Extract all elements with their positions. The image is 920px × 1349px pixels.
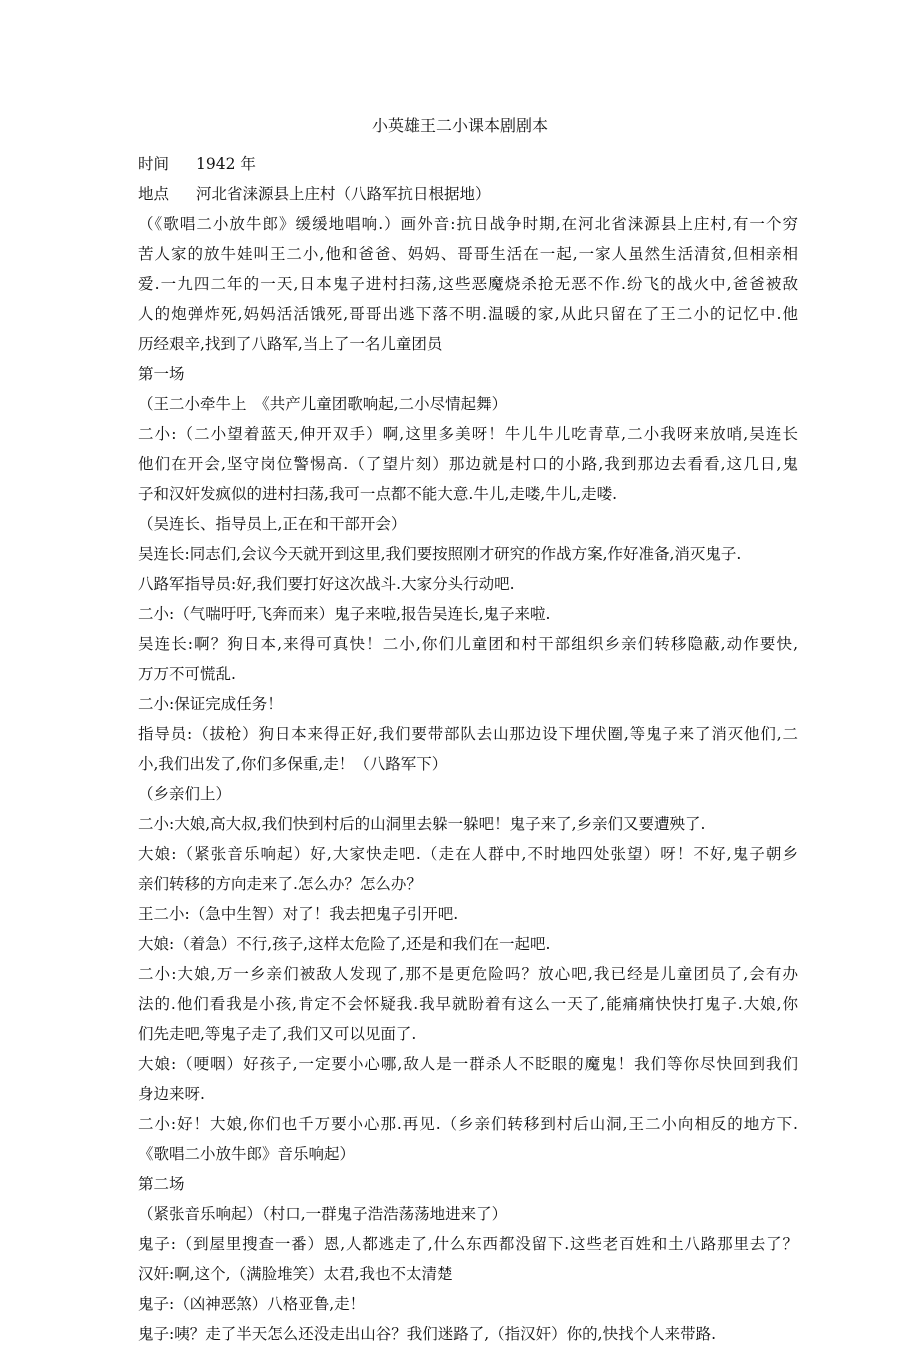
time-line bbox=[138, 149, 798, 179]
script-line-text: 二小:大娘,高大叔,我们快到村后的山洞里去躲一躲吧！鬼子来了,乡亲们又要遭殃了. bbox=[138, 815, 706, 833]
script-line bbox=[138, 449, 798, 479]
script-line bbox=[138, 629, 798, 659]
script-line-text: 二小:大娘,万一乡亲们被敌人发现了,那不是更危险吗？放心吧,我已经是儿童团员了,会有办 bbox=[138, 965, 800, 983]
script-line bbox=[138, 479, 798, 509]
script-lines bbox=[138, 209, 798, 1349]
script-line-text: 鬼子:咦？走了半天怎么还没走出山谷？我们迷路了,（指汉奸）你的,快找个人来带路. bbox=[138, 1325, 717, 1343]
script-line-text: 小,我们出发了,你们多保重,走！（八路军下） bbox=[138, 755, 448, 773]
script-line bbox=[138, 839, 798, 869]
document-title: 小英雄王二小课本剧剧本 bbox=[371, 116, 548, 135]
script-line bbox=[138, 1259, 798, 1289]
script-line-text: 吴连长:啊？狗日本,来得可真快！二小,你们儿童团和村干部组织乡亲们转移隐蔽,动作要快, bbox=[138, 635, 800, 653]
time-label: 时间 bbox=[138, 155, 170, 173]
script-line bbox=[138, 209, 798, 239]
time-value: 1942 年 bbox=[196, 155, 256, 173]
script-line bbox=[138, 299, 798, 329]
script-line bbox=[138, 809, 798, 839]
script-line-text: 第二场 bbox=[138, 1175, 185, 1193]
script-line bbox=[138, 1019, 798, 1049]
script-line bbox=[138, 869, 798, 899]
script-line bbox=[138, 1109, 798, 1139]
script-line-text: 爱.一九四二年的一天,日本鬼子进村扫荡,这些恶魔烧杀抢无恶不作.纷飞的战火中,爸爸被敌 bbox=[138, 275, 800, 293]
script-line bbox=[138, 329, 798, 359]
script-line bbox=[138, 509, 798, 539]
script-line-text: 子和汉奸发疯似的进村扫荡,我可一点都不能大意.牛儿,走喽,牛儿,走喽. bbox=[138, 485, 618, 503]
script-line-text: 吴连长:同志们,会议今天就开到这里,我们要按照刚才研究的作战方案,作好准备,消灭鬼子. bbox=[138, 545, 742, 563]
script-line-text: 二小:（气喘吁吁,飞奔而来）鬼子来啦,报告吴连长,鬼子来啦. bbox=[138, 605, 551, 623]
script-line bbox=[138, 989, 798, 1019]
script-line bbox=[138, 1319, 798, 1349]
script-line-text: 《歌唱二小放牛郎》音乐响起） bbox=[138, 1145, 356, 1163]
script-line bbox=[138, 1139, 798, 1169]
script-line-text: 鬼子:（凶神恶煞）八格亚鲁,走！ bbox=[138, 1295, 366, 1313]
script-line bbox=[138, 359, 798, 389]
script-line-text: 汉奸:啊,这个,（满脸堆笑）太君,我也不太清楚 bbox=[138, 1265, 453, 1283]
script-line bbox=[138, 959, 798, 989]
place-label: 地点 bbox=[138, 185, 170, 203]
script-line bbox=[138, 1289, 798, 1319]
script-line-text: 法的.他们看我是小孩,肯定不会怀疑我.我早就盼着有这么一天了,能痛痛快快打鬼子.大娘,你 bbox=[138, 995, 799, 1013]
script-line-text: 们先走吧,等鬼子走了,我们又可以见面了. bbox=[138, 1025, 417, 1043]
script-body bbox=[138, 149, 798, 1349]
script-line bbox=[138, 599, 798, 629]
script-line bbox=[138, 389, 798, 419]
script-line-text: 身边来呀. bbox=[138, 1085, 205, 1103]
script-line-text: 二小:（二小望着蓝天,伸开双手）啊,这里多美呀！牛儿牛儿吃青草,二小我呀来放哨,吴连长 bbox=[138, 425, 800, 443]
script-line-text: 第一场 bbox=[138, 365, 185, 383]
script-line-text: （吴连长、指导员上,正在和干部开会） bbox=[138, 515, 407, 533]
script-line bbox=[138, 569, 798, 599]
script-line bbox=[138, 1169, 798, 1199]
script-line bbox=[138, 1229, 798, 1259]
script-line-text: （《歌唱二小放牛郎》缓缓地唱响.）画外音:抗日战争时期,在河北省涞源县上庄村,有一个穷 bbox=[138, 215, 800, 233]
script-line-text: 大娘:（哽咽）好孩子,一定要小心哪,敌人是一群杀人不眨眼的魔鬼！我们等你尽快回到我们 bbox=[138, 1055, 799, 1073]
script-line bbox=[138, 1049, 798, 1079]
script-line bbox=[138, 749, 798, 779]
script-line-text: 二小:保证完成任务！ bbox=[138, 695, 283, 713]
script-line bbox=[138, 239, 798, 269]
script-line-text: 鬼子:（到屋里搜查一番）恩,人都逃走了,什么东西都没留下.这些老百姓和土八路那里去了？ bbox=[138, 1235, 799, 1253]
script-line bbox=[138, 539, 798, 569]
script-line bbox=[138, 899, 798, 929]
script-line-text: 亲们转移的方向走来了.怎么办？怎么办？ bbox=[138, 875, 422, 893]
script-line-text: （紧张音乐响起）（村口,一群鬼子浩浩荡荡地进来了） bbox=[138, 1205, 508, 1223]
script-line bbox=[138, 419, 798, 449]
script-line-text: 八路军指导员:好,我们要打好这次战斗.大家分头行动吧. bbox=[138, 575, 515, 593]
script-line-text: 苦人家的放牛娃叫王二小,他和爸爸、妈妈、哥哥生活在一起,一家人虽然生活清贫,但相亲相 bbox=[138, 245, 799, 263]
script-line bbox=[138, 929, 798, 959]
script-line bbox=[138, 689, 798, 719]
script-line bbox=[138, 1079, 798, 1109]
script-line-text: 他们在开会,坚守岗位警惕高.（了望片刻）那边就是村口的小路,我到那边去看看,这几日,鬼 bbox=[138, 455, 800, 473]
script-line-text: 二小:好！大娘,你们也千万要小心那.再见.（乡亲们转移到村后山洞,王二小向相反的地方下. bbox=[138, 1115, 799, 1133]
script-line-text: 大娘:（着急）不行,孩子,这样太危险了,还是和我们在一起吧. bbox=[138, 935, 551, 953]
script-line bbox=[138, 719, 798, 749]
script-line-text: 人的炮弹炸死,妈妈活活饿死,哥哥出逃下落不明.温暖的家,从此只留在了王二小的记忆中.他 bbox=[138, 305, 800, 323]
script-line-text: 王二小:（急中生智）对了！我去把鬼子引开吧. bbox=[138, 905, 459, 923]
place-value: 河北省涞源县上庄村（八路军抗日根据地） bbox=[196, 185, 491, 203]
script-line bbox=[138, 1199, 798, 1229]
script-line-text: 历经艰辛,找到了八路军,当上了一名儿童团员 bbox=[138, 335, 443, 353]
script-line-text: （乡亲们上） bbox=[138, 785, 232, 803]
script-line bbox=[138, 269, 798, 299]
script-line-text: 指导员:（拔枪）狗日本来得正好,我们要带部队去山那边设下埋伏圈,等鬼子来了消灭他们,二 bbox=[138, 725, 799, 743]
script-line-text: （王二小牵牛上 《共产儿童团歌响起,二小尽情起舞） bbox=[138, 395, 508, 413]
script-line bbox=[138, 779, 798, 809]
script-line-text: 大娘:（紧张音乐响起）好,大家快走吧.（走在人群中,不时地四处张望）呀！不好,鬼子朝乡 bbox=[138, 845, 800, 863]
place-line bbox=[138, 179, 798, 209]
script-line-text: 万万不可慌乱. bbox=[138, 665, 236, 683]
script-line bbox=[138, 659, 798, 689]
